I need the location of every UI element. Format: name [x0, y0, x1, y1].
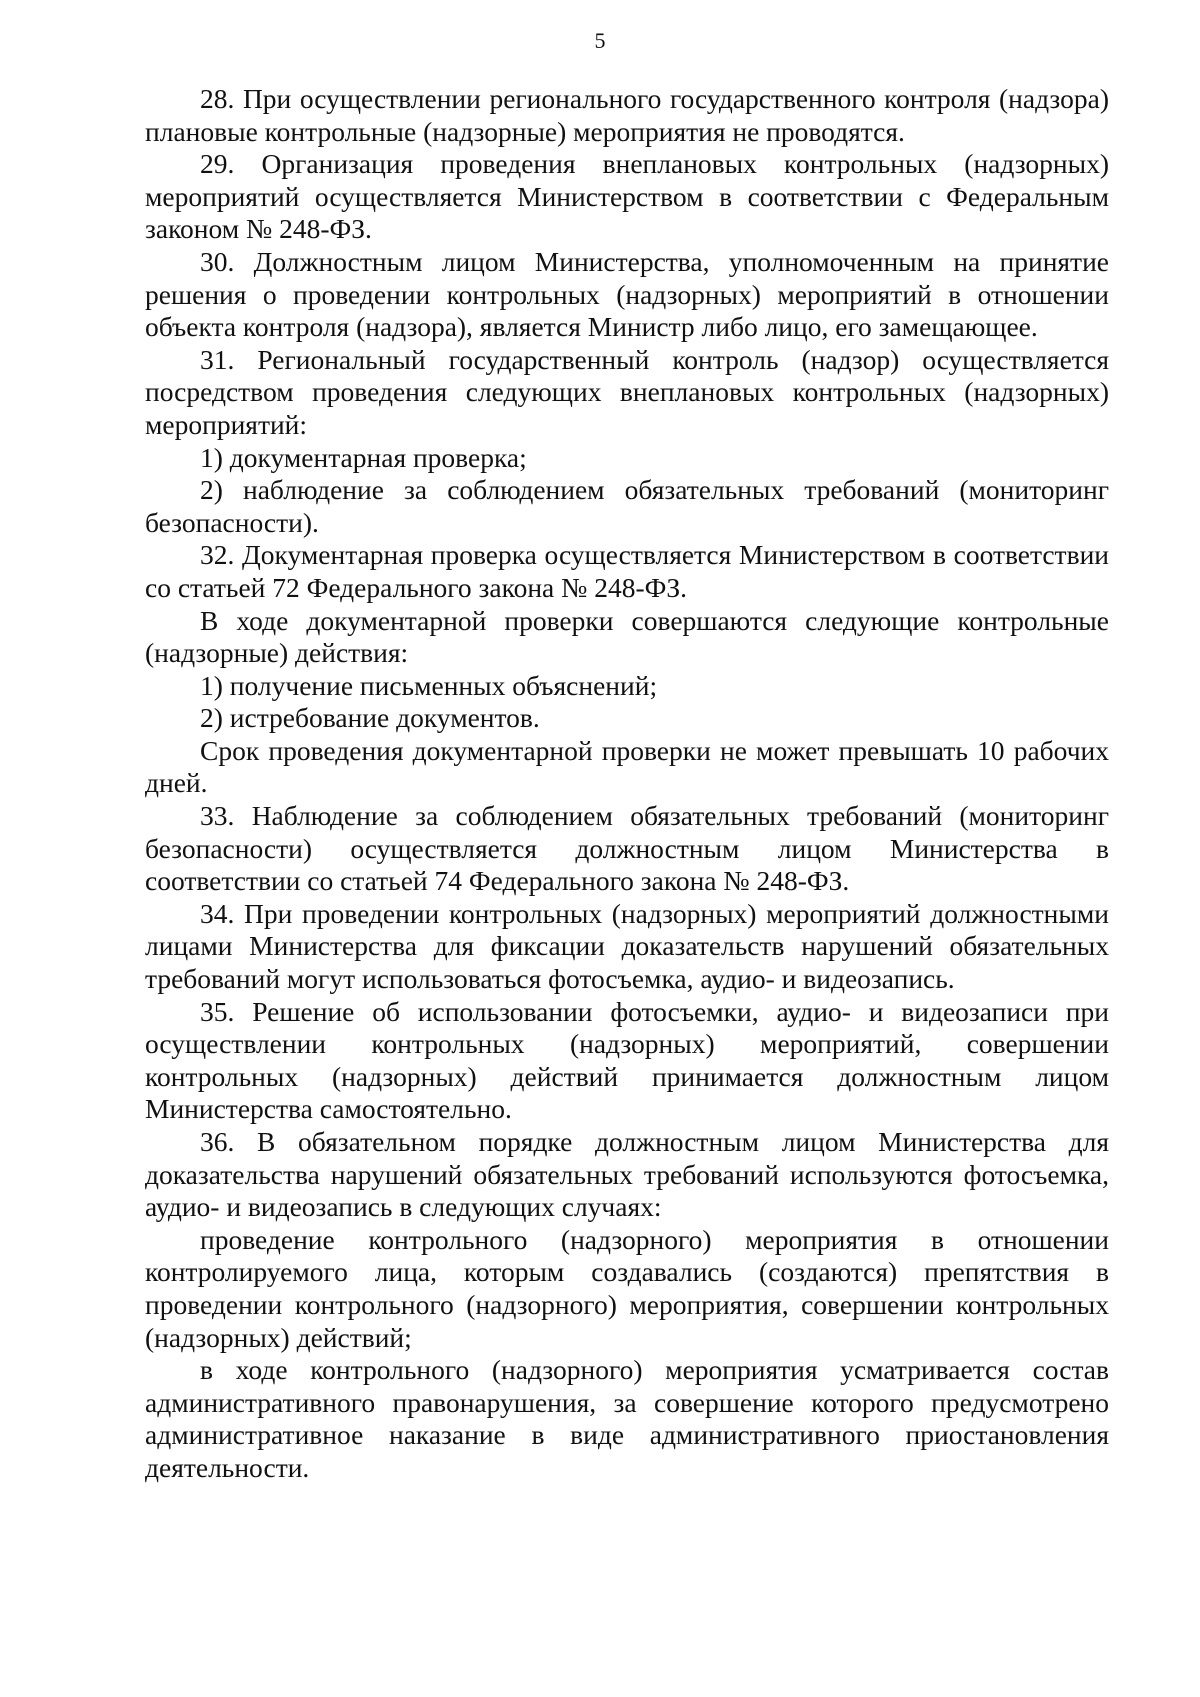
paragraph-35: 35. Решение об использовании фотосъемки, аудио- и видеозаписи при осуществлении контрольных (надзорных) мероприятий, совершении контрольных (надзорных) действий принимается должностным лицом Министерства самостоятельно. [145, 995, 1109, 1125]
list-item-32-2: 2) истребование документов. [200, 702, 540, 734]
document-body [145, 83, 1109, 1485]
paragraph-36-case-1: проведение контрольного (надзорного) мероприятия в отношении контролируемого лица, которым создавались (создаются) препятствия в проведении контрольного (надзорного) мероприятия, совершении контрольных (надзорных) действий; [145, 1223, 1109, 1353]
paragraph-32: 32. Документарная проверка осуществляется Министерством в соответствии со статьей 72 Федерального закона № 248-ФЗ. [145, 539, 1109, 603]
paragraph-33: 33. Наблюдение за соблюдением обязательных требований (мониторинг безопасности) осуществляется должностным лицом Министерства в соответствии со статьей 74 Федерального закона № 248-ФЗ. [145, 800, 1109, 897]
page-number: 5 [594, 28, 606, 53]
paragraph-32-actions: В ходе документарной проверки совершаются следующие контрольные (надзорные) действия: [145, 604, 1109, 669]
paragraph-29: 29. Организация проведения внеплановых контрольных (надзорных) мероприятий осуществляется Министерством в соответствии с Федеральным законом № 248-ФЗ. [145, 148, 1109, 245]
list-item-31-2: 2) наблюдение за соблюдением обязательных требований (мониторинг безопасности). [145, 474, 1109, 538]
paragraph-30: 30. Должностным лицом Министерства, уполномоченным на принятие решения о проведении контрольных (надзорных) мероприятий в отношении объекта контроля (надзора), является Министр либо лицо, его замещающее. [145, 245, 1109, 343]
list-item-31-1: 1) документарная проверка; [200, 441, 527, 473]
paragraph-31: 31. Региональный государственный контроль (надзор) осуществляется посредством проведения следующих внеплановых контрольных (надзорных) мероприятий: [145, 343, 1109, 440]
list-item-32-1: 1) получение письменных объяснений; [200, 669, 658, 701]
paragraph-36-case-2: в ходе контрольного (надзорного) мероприятия усматривается состав административного правонарушения, за совершение которого предусмотрено административное наказание в виде административного приостановления деятельности. [145, 1354, 1109, 1483]
paragraph-36: 36. В обязательном порядке должностным лицом Министерства для доказательства нарушений обязательных требований используются фотосъемка, аудио- и видеозапись в следующих случаях: [145, 1126, 1109, 1223]
paragraph-34: 34. При проведении контрольных (надзорных) мероприятий должностными лицами Министерства для фиксации доказательств нарушений обязательных требований могут использоваться фотосъемка, аудио- и видеозапись. [145, 897, 1109, 995]
paragraph-32-term: Срок проведения документарной проверки не может превышать 10 рабочих дней. [145, 734, 1109, 799]
paragraph-28: 28. При осуществлении регионального государственного контроля (надзора) плановые контрольные (надзорные) мероприятия не проводятся. [145, 83, 1109, 147]
